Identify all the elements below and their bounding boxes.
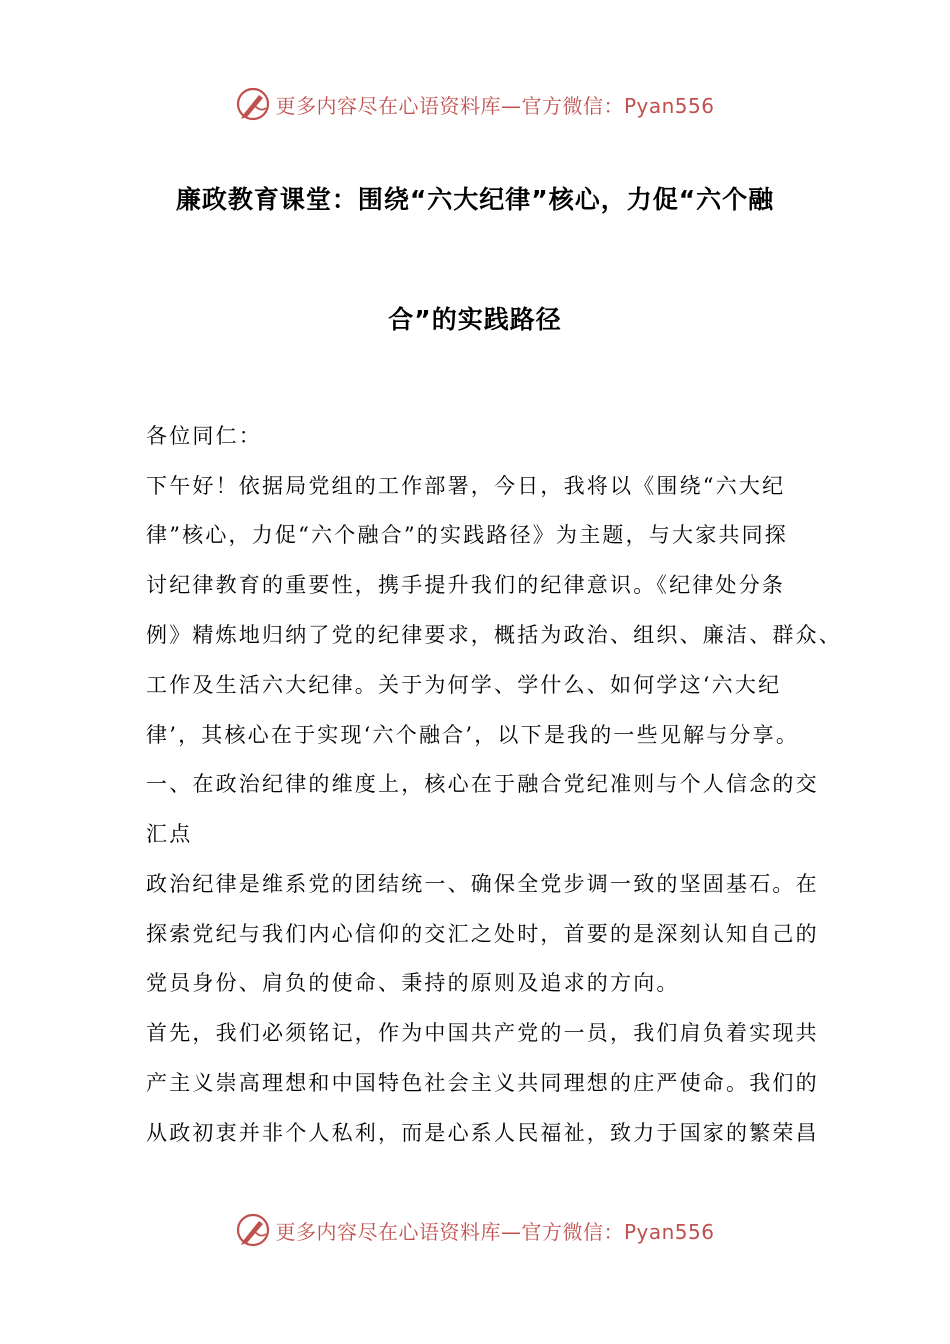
body-line: 律”核心，力促“六个融合”的实践路径》为主题，与大家共同探: [146, 523, 789, 547]
footer-banner-text: 更多内容尽在心语资料库—官方微信：Pyan556: [275, 1219, 715, 1244]
header-banner: [0, 84, 950, 124]
body-line: 例》精炼地归纳了党的纪律要求，概括为政治、组织、廉洁、群众、: [146, 623, 842, 647]
pen-logo-icon: [235, 86, 271, 122]
document-title-line-1: 廉政教育课堂：围绕“六大纪律”核心，力促“六个融: [175, 185, 775, 214]
body-line: 讨纪律教育的重要性，携手提升我们的纪律意识。《纪律处分条: [146, 573, 786, 597]
pen-logo-icon: [235, 1212, 271, 1248]
body-line: 首先，我们必须铭记，作为中国共产党的一员，我们肩负着实现共: [146, 1021, 819, 1045]
footer-banner: [0, 1210, 950, 1250]
body-line: 各位同仁：: [146, 424, 262, 448]
body-line: 政治纪律是维系党的团结统一、确保全党步调一致的坚固基石。在: [146, 872, 819, 896]
body-line: 工作及生活六大纪律。关于为何学、学什么、如何学这‘六大纪: [146, 673, 782, 697]
body-line: 从政初衷并非个人私利，而是心系人民福祉，致力于国家的繁荣昌: [146, 1121, 819, 1145]
body-line: 党员身份、肩负的使命、秉持的原则及追求的方向。: [146, 971, 680, 995]
body-line: 律’，其核心在于实现‘六个融合’，以下是我的一些见解与分享。: [146, 723, 800, 747]
body-line: 探索党纪与我们内心信仰的交汇之处时，首要的是深刻认知自己的: [146, 922, 819, 946]
body-line: 产主义崇高理想和中国特色社会主义共同理想的庄严使命。我们的: [146, 1071, 819, 1095]
section-heading-line: 一、在政治纪律的维度上，核心在于融合党纪准则与个人信念的交: [146, 772, 819, 796]
header-banner-text: 更多内容尽在心语资料库—官方微信：Pyan556: [275, 93, 715, 118]
body-line: 下午好！依据局党组的工作部署，今日，我将以《围绕“六大纪: [146, 474, 786, 498]
section-heading-line: 汇点: [146, 822, 193, 846]
document-title-line-2: 合”的实践路径: [388, 305, 562, 334]
